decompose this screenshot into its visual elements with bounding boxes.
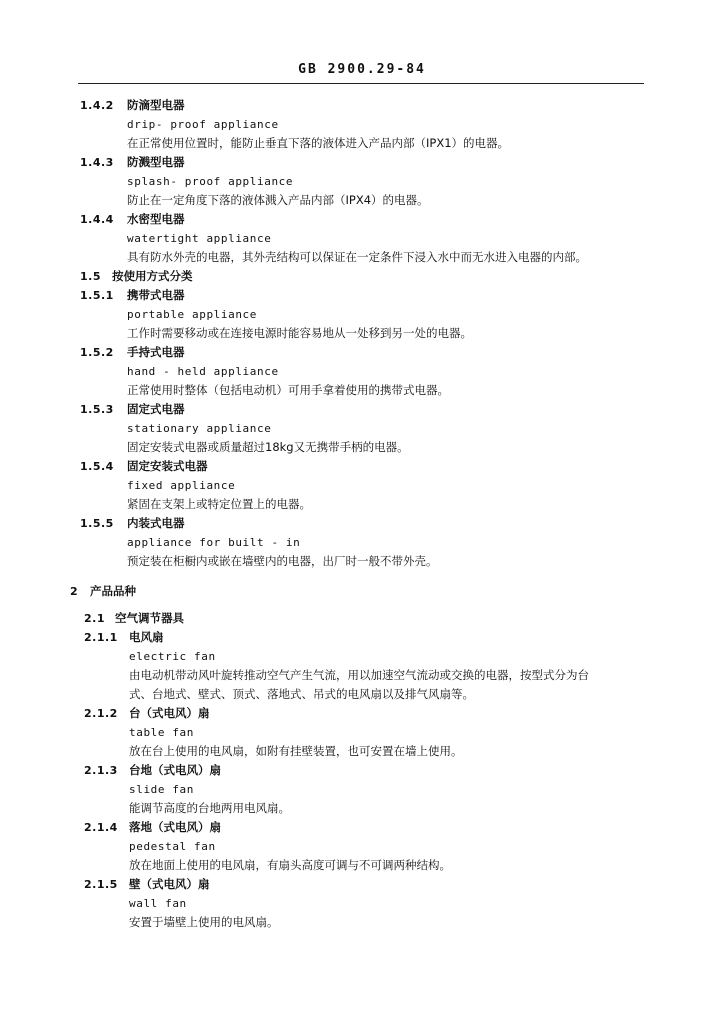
term-number: 1.5.4 [80,460,114,473]
term-number: 1.4.2 [80,99,114,112]
term-definition: 固定安装式电器或质量超过18kg又无携带手柄的电器。 [127,440,409,454]
term-heading [0,343,724,362]
term-number: 2.1.4 [84,821,118,834]
term-english: watertight appliance [127,232,272,245]
term-number: 2.1.3 [84,764,118,777]
document-body [0,96,724,932]
term-english: electric fan [129,650,216,663]
term-title: 手持式电器 [127,345,185,359]
term-title: 落地（式电风）扇 [129,820,221,834]
term-heading [0,875,724,894]
term-heading [0,628,724,647]
term-heading [0,400,724,419]
term-heading [0,457,724,476]
term-definition: 能调节高度的台地两用电风扇。 [129,801,290,815]
section-title: 按使用方式分类 [112,269,193,283]
term-definition: 放在台上使用的电风扇，如附有挂壁装置，也可安置在墙上使用。 [129,744,463,758]
section-number: 1.5 [80,270,101,283]
term-title: 防滴型电器 [127,98,185,112]
page-header: GB 2900.29-84 [298,62,426,77]
term-english: pedestal fan [129,840,216,853]
term-heading [0,210,724,229]
term-heading [0,153,724,172]
term-definition: 紧固在支架上或特定位置上的电器。 [127,497,311,511]
term-definition: 具有防水外壳的电器，其外壳结构可以保证在一定条件下浸入水中而无水进入电器的内部。 [127,250,587,264]
term-heading [0,96,724,115]
term-english: hand - held appliance [127,365,279,378]
chapter-heading [0,582,724,601]
term-definition-continued: 式、台地式、壁式、顶式、落地式、吊式的电风扇以及排气风扇等。 [129,687,474,701]
term-heading [0,761,724,780]
term-definition: 工作时需要移动或在连接电源时能容易地从一处移到另一处的电器。 [127,326,472,340]
term-heading [0,286,724,305]
section-heading [0,609,724,628]
term-definition: 放在地面上使用的电风扇，有扇头高度可调与不可调两种结构。 [129,858,451,872]
term-english: splash- proof appliance [127,175,294,188]
term-english: stationary appliance [127,422,272,435]
term-number: 2.1.2 [84,707,118,720]
term-title: 壁（式电风）扇 [129,877,210,891]
term-number: 2.1.5 [84,878,118,891]
term-title: 防溅型电器 [127,155,185,169]
term-english: slide fan [129,783,195,796]
term-english: table fan [129,726,195,739]
term-english: appliance for built - in [127,536,301,549]
term-english: wall fan [129,897,187,910]
header-rule [78,83,644,84]
term-heading [0,514,724,533]
term-definition: 安置于墙壁上使用的电风扇。 [129,915,279,929]
chapter-number: 2 [70,585,79,598]
term-number: 2.1.1 [84,631,118,644]
term-heading [0,818,724,837]
section-heading [0,267,724,286]
term-number: 1.4.4 [80,213,114,226]
term-english: drip- proof appliance [127,118,279,131]
term-definition: 预定装在柜橱内或嵌在墙壁内的电器，出厂时一般不带外壳。 [127,554,438,568]
term-title: 水密型电器 [127,212,185,226]
term-definition: 正常使用时整体（包括电动机）可用手拿着使用的携带式电器。 [127,383,449,397]
term-title: 固定安装式电器 [127,459,208,473]
term-title: 内装式电器 [127,516,185,530]
term-english: portable appliance [127,308,258,321]
term-title: 台地（式电风）扇 [129,763,221,777]
term-title: 电风扇 [129,630,164,644]
term-title: 携带式电器 [127,288,185,302]
term-number: 1.5.5 [80,517,114,530]
section-title: 空气调节器具 [115,611,184,625]
term-heading [0,704,724,723]
term-number: 1.4.3 [80,156,114,169]
term-title: 台（式电风）扇 [129,706,210,720]
term-definition: 防止在一定角度下落的液体溅入产品内部（IPX4）的电器。 [127,193,429,207]
chapter-title: 产品品种 [90,584,136,598]
term-number: 1.5.1 [80,289,114,302]
term-definition: 由电动机带动风叶旋转推动空气产生气流，用以加速空气流动或交换的电器，按型式分为台 [129,668,589,682]
term-number: 1.5.2 [80,346,114,359]
term-english: fixed appliance [127,479,236,492]
term-definition: 在正常使用位置时，能防止垂直下落的液体进入产品内部（IPX1）的电器。 [127,136,510,150]
term-number: 1.5.3 [80,403,114,416]
section-number: 2.1 [84,612,105,625]
term-title: 固定式电器 [127,402,185,416]
